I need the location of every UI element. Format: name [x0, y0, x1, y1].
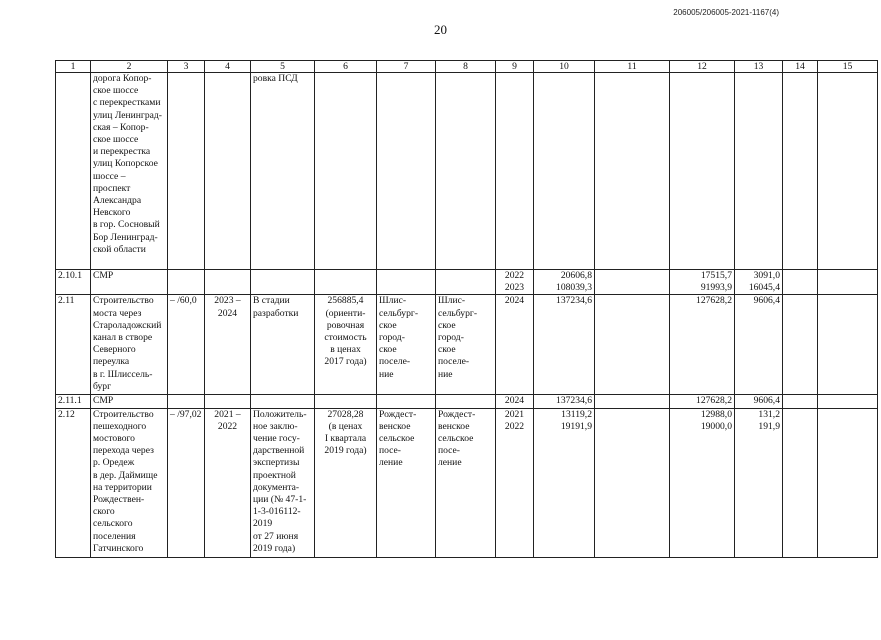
- other-cell: [783, 73, 818, 270]
- table-row: [56, 73, 878, 270]
- customer-cell: Шлис- сельбург- ское город- ское поселе- ние: [377, 295, 436, 395]
- col-header: 14: [783, 61, 818, 73]
- capacity-cell: – /97,02: [168, 408, 205, 557]
- extra-cell: [818, 395, 878, 408]
- cost-cell: [315, 395, 377, 408]
- row-number-cell: [56, 73, 91, 270]
- project-name-cell: СМР: [91, 395, 168, 408]
- total-cell: 13119,2 19191,9: [534, 408, 595, 557]
- customer-cell: [377, 73, 436, 270]
- period-cell: [205, 73, 251, 270]
- column-number-row: [56, 61, 878, 73]
- table-row: [56, 295, 878, 395]
- period-cell: [205, 270, 251, 295]
- year-cell: 2024: [496, 395, 534, 408]
- owner-cell: Шлис- сельбург- ское город- ское поселе- ние: [436, 295, 496, 395]
- capacity-cell: [168, 395, 205, 408]
- extra-cell: [818, 408, 878, 557]
- col-header: 6: [315, 61, 377, 73]
- local-cell: 9606,4: [735, 295, 783, 395]
- row-number-cell: 2.10.1: [56, 270, 91, 295]
- other-cell: [783, 395, 818, 408]
- local-cell: [735, 73, 783, 270]
- row-number-cell: 2.12: [56, 408, 91, 557]
- cost-cell: 27028,28 (в ценах I квартала 2019 года): [315, 408, 377, 557]
- year-cell: [496, 73, 534, 270]
- federal-cell: [595, 395, 670, 408]
- cost-cell: [315, 270, 377, 295]
- row-number-cell: 2.11: [56, 295, 91, 395]
- year-cell: 2024: [496, 295, 534, 395]
- col-header: 4: [205, 61, 251, 73]
- extra-cell: [818, 73, 878, 270]
- owner-cell: [436, 395, 496, 408]
- cost-cell: [315, 73, 377, 270]
- budget-table: [55, 60, 878, 558]
- period-cell: 2021 – 2022: [205, 408, 251, 557]
- regional-cell: [670, 73, 735, 270]
- federal-cell: [595, 408, 670, 557]
- total-cell: [534, 73, 595, 270]
- total-cell: 20606,8 108039,3: [534, 270, 595, 295]
- col-header: 12: [670, 61, 735, 73]
- regional-cell: 17515,7 91993,9: [670, 270, 735, 295]
- status-cell: [251, 270, 315, 295]
- other-cell: [783, 408, 818, 557]
- owner-cell: [436, 73, 496, 270]
- extra-cell: [818, 295, 878, 395]
- col-header: 9: [496, 61, 534, 73]
- local-cell: 9606,4: [735, 395, 783, 408]
- federal-cell: [595, 73, 670, 270]
- extra-cell: [818, 270, 878, 295]
- col-header: 11: [595, 61, 670, 73]
- other-cell: [783, 270, 818, 295]
- year-cell: 2022 2023: [496, 270, 534, 295]
- project-name-cell: СМР: [91, 270, 168, 295]
- federal-cell: [595, 295, 670, 395]
- owner-cell: [436, 270, 496, 295]
- project-name-cell: дорога Копор- ское шоссе с перекрестками улиц Ленинград- ская – Копор- ское шоссе и перекрестка улиц Копорское шоссе – проспект Александра Невского в гор. Сосновый Бор Ленинград- ской области: [91, 73, 168, 270]
- period-cell: 2023 – 2024: [205, 295, 251, 395]
- year-cell: 2021 2022: [496, 408, 534, 557]
- page-number: 20: [434, 22, 447, 37]
- regional-cell: 12988,0 19000,0: [670, 408, 735, 557]
- federal-cell: [595, 270, 670, 295]
- col-header: 13: [735, 61, 783, 73]
- col-header: 8: [436, 61, 496, 73]
- col-header: 7: [377, 61, 436, 73]
- status-cell: В стадии разработки: [251, 295, 315, 395]
- col-header: 3: [168, 61, 205, 73]
- regional-cell: 127628,2: [670, 295, 735, 395]
- status-cell: ровка ПСД: [251, 73, 315, 270]
- col-header: 1: [56, 61, 91, 73]
- col-header: 15: [818, 61, 878, 73]
- other-cell: [783, 295, 818, 395]
- capacity-cell: [168, 270, 205, 295]
- table-row: [56, 395, 878, 408]
- project-name-cell: Строительство моста через Староладожский канал в створе Северного переулка в г. Шлиссель- бург: [91, 295, 168, 395]
- period-cell: [205, 395, 251, 408]
- status-cell: Положитель- ное заклю- чение госу- дарственной экспертизы проектной документа- ции (№ 47-1- 1-3-016112- 2019 от 27 июня 2019 года): [251, 408, 315, 557]
- total-cell: 137234,6: [534, 295, 595, 395]
- total-cell: 137234,6: [534, 395, 595, 408]
- cost-cell: 256885,4 (ориенти- ровочная стоимость в ценах 2017 года): [315, 295, 377, 395]
- project-name-cell: Строительство пешеходного мостового перехода через р. Оредеж в дер. Даймище на территории Рождествен- ского сельского поселения Гатчинского: [91, 408, 168, 557]
- customer-cell: Рождест- венское сельское посе- ление: [377, 408, 436, 557]
- status-cell: [251, 395, 315, 408]
- col-header: 2: [91, 61, 168, 73]
- local-cell: 131,2 191,9: [735, 408, 783, 557]
- regional-cell: 127628,2: [670, 395, 735, 408]
- local-cell: 3091,0 16045,4: [735, 270, 783, 295]
- col-header: 10: [534, 61, 595, 73]
- owner-cell: Рождест- венское сельское посе- ление: [436, 408, 496, 557]
- row-number-cell: 2.11.1: [56, 395, 91, 408]
- customer-cell: [377, 395, 436, 408]
- capacity-cell: – /60,0: [168, 295, 205, 395]
- table-row: [56, 270, 878, 295]
- capacity-cell: [168, 73, 205, 270]
- document-reference: 206005/206005-2021-1167(4): [673, 8, 779, 17]
- table-row: [56, 408, 878, 557]
- customer-cell: [377, 270, 436, 295]
- col-header: 5: [251, 61, 315, 73]
